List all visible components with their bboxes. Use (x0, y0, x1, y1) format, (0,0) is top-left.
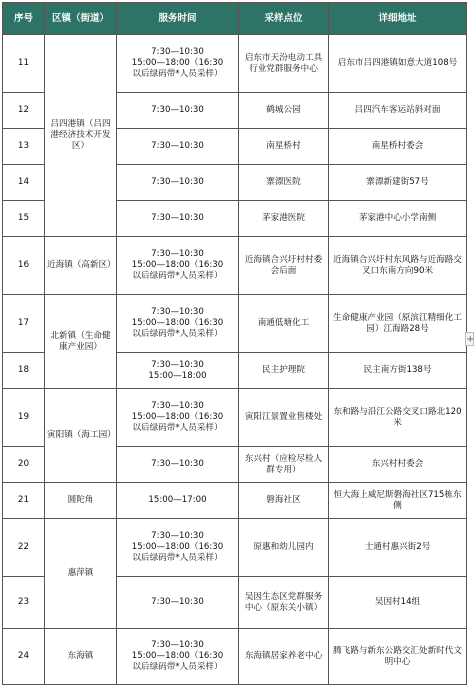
row-index: 19 (3, 389, 45, 447)
service-time: 7:30—10:30 (117, 201, 239, 237)
service-time: 7:30—10:30 (117, 577, 239, 629)
service-time: 7:30—10:30 (117, 93, 239, 129)
sampling-site: 磐海社区 (239, 483, 329, 519)
detail-address: 近海镇合兴圩村东风路与近海路交叉口东南方向90米 (329, 237, 467, 295)
service-time: 7:30—10:30 15:00—18:00 (117, 353, 239, 389)
service-time: 7:30—10:30 15:00—18:00（16:30 以后绿码带*人员采样） (117, 389, 239, 447)
header-address: 详细地址 (329, 3, 467, 35)
service-time: 7:30—10:30 (117, 447, 239, 483)
row-index: 12 (3, 93, 45, 129)
detail-address: 启东市吕四港镇如意大道108号 (329, 35, 467, 93)
sampling-site: 近海镇合兴圩村村委会后面 (239, 237, 329, 295)
sampling-site: 东兴村（应检尽检人群专用） (239, 447, 329, 483)
district-cell: 圆陀角 (45, 483, 117, 519)
sampling-site: 原惠和幼儿园内 (239, 519, 329, 577)
table-header-row (3, 3, 467, 35)
row-index: 14 (3, 165, 45, 201)
district-cell: 北新镇（生命健康产业园） (45, 295, 117, 389)
row-index: 22 (3, 519, 45, 577)
sampling-site: 东海镇居家养老中心 (239, 629, 329, 685)
detail-address: 南星桥村委会 (329, 129, 467, 165)
row-index: 18 (3, 353, 45, 389)
service-time: 7:30—10:30 15:00—18:00（16:30 以后绿码带*人员采样） (117, 295, 239, 353)
header-sampling-site: 采样点位 (239, 3, 329, 35)
sampling-schedule-table (2, 2, 467, 685)
service-time: 15:00—17:00 (117, 483, 239, 519)
service-time: 7:30—10:30 15:00—18:00（16:30 以后绿码带*人员采样） (117, 629, 239, 685)
detail-address: 吴因村14组 (329, 577, 467, 629)
row-index: 20 (3, 447, 45, 483)
detail-address: 民主南方街138号 (329, 353, 467, 389)
header-district: 区镇（街道） (45, 3, 117, 35)
detail-address: 寨漂新建街57号 (329, 165, 467, 201)
table-row (3, 237, 467, 295)
district-cell: 近海镇（高新区） (45, 237, 117, 295)
row-index: 24 (3, 629, 45, 685)
row-index: 15 (3, 201, 45, 237)
district-cell: 惠萍镇 (45, 519, 117, 629)
detail-address: 士通村惠兴街2号 (329, 519, 467, 577)
header-index: 序号 (3, 3, 45, 35)
table-row (3, 519, 467, 577)
expand-handle[interactable]: + (466, 334, 475, 345)
row-index: 21 (3, 483, 45, 519)
detail-address: 生命健康产业园（原滨江精细化工园）江海路28号 (329, 295, 467, 353)
sampling-site: 寨漂医院 (239, 165, 329, 201)
detail-address: 东兴村村委会 (329, 447, 467, 483)
detail-address: 东和路与沿江公路交叉口路北120米 (329, 389, 467, 447)
row-index: 16 (3, 237, 45, 295)
district-cell: 寅阳镇（海工园） (45, 389, 117, 483)
sampling-site: 南星桥村 (239, 129, 329, 165)
table-row (3, 629, 467, 685)
table-row (3, 389, 467, 447)
header-service-time: 服务时间 (117, 3, 239, 35)
sampling-site: 启东市天汾电动工具行业党群服务中心 (239, 35, 329, 93)
detail-address: 腾飞路与新东公路交汇处新时代文明中心 (329, 629, 467, 685)
sampling-site: 南通低塘化工 (239, 295, 329, 353)
row-index: 17 (3, 295, 45, 353)
row-index: 11 (3, 35, 45, 93)
sampling-site: 寅阳江景置业售楼处 (239, 389, 329, 447)
service-time: 7:30—10:30 (117, 165, 239, 201)
service-time: 7:30—10:30 (117, 129, 239, 165)
sampling-site: 吴因生态区党群服务中心（原东关小镇） (239, 577, 329, 629)
sampling-site: 民主护理院 (239, 353, 329, 389)
detail-address: 茅家港中心小学南侧 (329, 201, 467, 237)
table-row (3, 35, 467, 93)
district-cell: 东海镇 (45, 629, 117, 685)
sampling-site: 茅家港医院 (239, 201, 329, 237)
schedule-sheet (2, 2, 466, 685)
table-row (3, 295, 467, 353)
service-time: 7:30—10:30 15:00—18:00（16:30 以后绿码带*人员采样） (117, 35, 239, 93)
sampling-site: 鹤城公园 (239, 93, 329, 129)
table-row (3, 483, 467, 519)
service-time: 7:30—10:30 15:00—18:00（16:30 以后绿码带*人员采样） (117, 519, 239, 577)
service-time: 7:30—10:30 15:00—18:00（16:30 以后绿码带*人员采样） (117, 237, 239, 295)
row-index: 13 (3, 129, 45, 165)
row-index: 23 (3, 577, 45, 629)
detail-address: 恒大海上威尼斯磐海社区715栋东侧 (329, 483, 467, 519)
detail-address: 吕四汽车客运站斜对面 (329, 93, 467, 129)
district-cell: 吕四港镇（吕四港经济技术开发区） (45, 35, 117, 237)
